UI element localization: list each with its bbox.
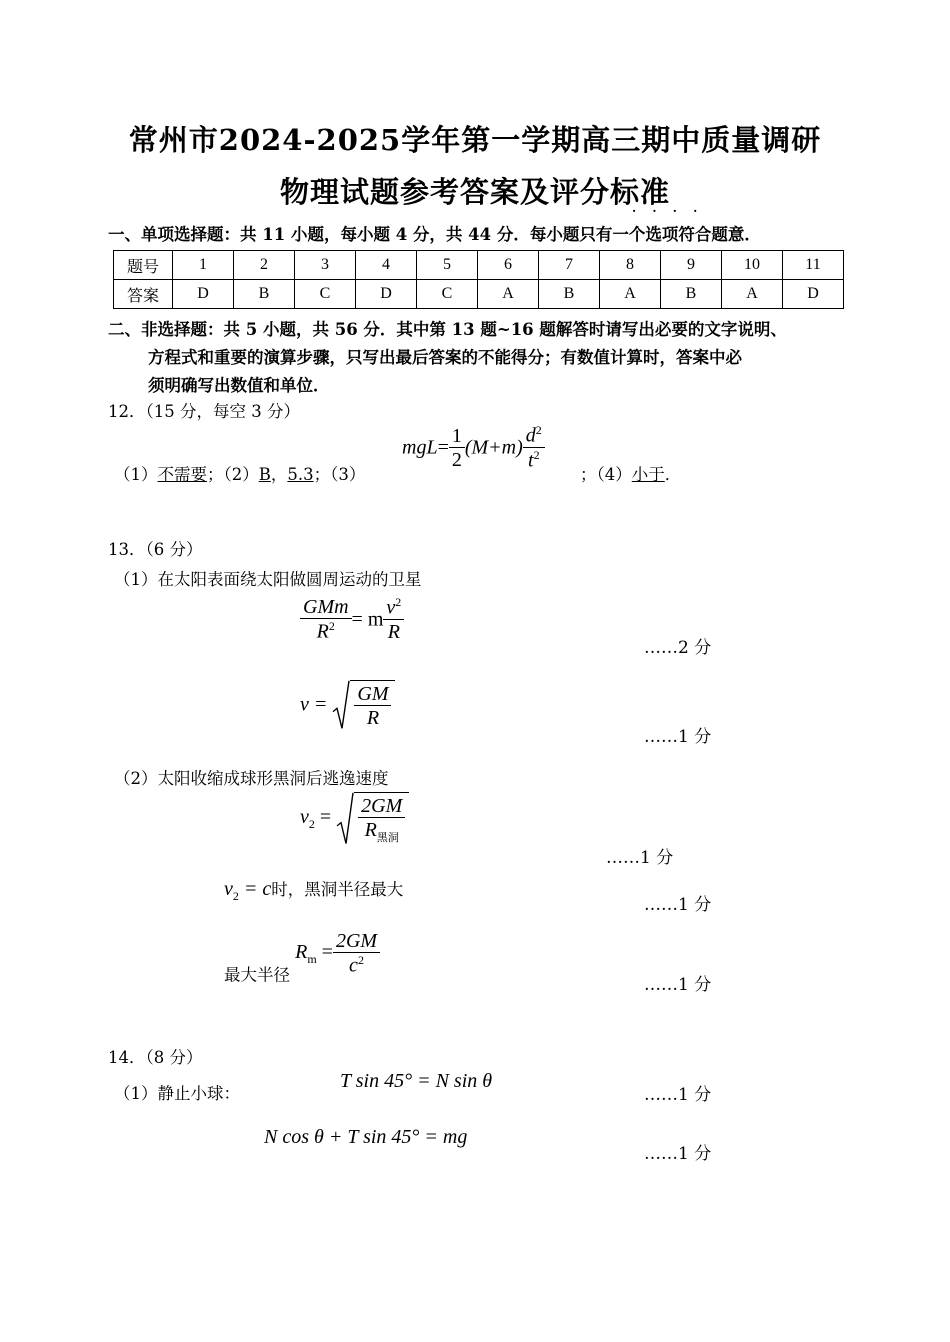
q14-eq1: T sin 45° = N sin θ — [340, 1070, 493, 1092]
q12-formula-lhs: mgL — [402, 436, 438, 459]
eq-mid: = m — [351, 608, 384, 631]
number-cell: 10 — [722, 251, 783, 280]
q12-p1: （1） — [114, 465, 158, 484]
frac-denominator: $t^2$ — [528, 447, 540, 472]
q14-label: 14．（8 分） — [108, 1048, 203, 1067]
number-cell: 4 — [356, 251, 417, 280]
q13-score2: ……1 分 — [644, 727, 712, 747]
q12-comma: ， — [270, 465, 288, 484]
q13-eq5 — [224, 930, 380, 985]
answer-cell: B — [539, 280, 600, 309]
frac-2gm-c2: $\frac{2GM}{c^2}$ — [333, 930, 380, 978]
eq-lhs: $v_2$ = — [300, 805, 332, 831]
q13-eq3 — [300, 792, 409, 845]
frac-numerator: 1 — [449, 425, 465, 448]
emphasis-dots: · · · · — [632, 204, 704, 218]
q12-formula — [402, 424, 545, 472]
q14-part1: （1）静止小球： — [114, 1084, 240, 1103]
frac-v2r: $\frac{v^2}{R}$ — [383, 596, 404, 644]
q12-end: ． — [664, 465, 682, 484]
page-subtitle: 物理试题参考答案及评分标准 — [279, 175, 670, 209]
answer-cell: A — [478, 280, 539, 309]
eq-lhs: v = — [300, 693, 328, 716]
q12-answer-1: 不需要 — [157, 465, 207, 484]
q13-label: 13．（6 分） — [108, 540, 203, 559]
q12-formula-half — [449, 425, 465, 472]
q12-sep2: ；（3） — [313, 465, 366, 484]
number-cell: 7 — [539, 251, 600, 280]
number-cell: 9 — [661, 251, 722, 280]
row-label-answer: 答案 — [114, 280, 173, 309]
section2-heading-line2: 方程式和重要的演算步骤，只写出最后答案的不能得分；有数值计算时，答案中必 — [148, 348, 742, 367]
answer-cell: B — [661, 280, 722, 309]
q12-formula-eq: = — [437, 436, 449, 459]
frac-gmm: $\frac{\text{GMm}}{R^2}$ — [300, 596, 352, 644]
q13-score1: ……2 分 — [644, 638, 712, 658]
q14-score1: ……1 分 — [644, 1085, 712, 1105]
q12-answer-2a: B — [258, 465, 271, 484]
q13-eq1 — [300, 596, 404, 644]
q12-sep3: ；（4） — [580, 465, 632, 484]
eq-rm: $R_m$ = — [295, 940, 333, 966]
number-cell: 5 — [417, 251, 478, 280]
radical-sign — [332, 680, 350, 730]
answer-cell: C — [417, 280, 478, 309]
section2-heading-line3: 须明确写出数值和单位． — [148, 376, 330, 395]
table-row-answers — [114, 280, 844, 309]
q13-eq2 — [300, 680, 395, 730]
q13-score4: ……1 分 — [644, 895, 712, 915]
q13-part1: （1）在太阳表面绕太阳做圆周运动的卫星 — [114, 570, 422, 589]
answer-cell: A — [600, 280, 661, 309]
q12-sep1: ；（2） — [207, 465, 259, 484]
q12-label: 12．（15 分，每空 3 分） — [108, 402, 300, 421]
q12-formula-paren: (M+m) — [464, 436, 523, 459]
sqrt-gm-r: $\frac{GM}{R}$ — [332, 680, 395, 730]
table-row-numbers — [114, 251, 844, 280]
q14-score2: ……1 分 — [644, 1144, 712, 1164]
answer-cell: D — [783, 280, 844, 309]
eq4-text: 时，黑洞半径最大 — [271, 880, 404, 899]
q13-score3: ……1 分 — [606, 848, 674, 868]
section1-heading: 一、单项选择题：共 11 小题，每小题 4 分，共 44 分．每小题只有一个选项符合题意． — [108, 225, 761, 244]
answer-cell: A — [722, 280, 783, 309]
eq-v2c: $v_2 = c$ — [224, 878, 272, 903]
answer-cell: C — [295, 280, 356, 309]
sqrt-2gm-r: $\frac{2GM}{R_{黑洞}}$ — [336, 792, 409, 845]
q12-answers-b — [580, 461, 681, 485]
frac-numerator: $d^2$ — [523, 424, 545, 448]
answer-cell: D — [356, 280, 417, 309]
q14-eq2: N cos θ + T sin 45° = mg — [264, 1126, 468, 1148]
number-cell: 3 — [295, 251, 356, 280]
number-cell: 8 — [600, 251, 661, 280]
q12-answers-a — [114, 461, 365, 485]
q13-eq4 — [224, 876, 403, 904]
frac-denominator: 2 — [451, 448, 462, 471]
q12-answer-2b: 5.3 — [287, 465, 314, 484]
number-cell: 1 — [173, 251, 234, 280]
answer-table — [113, 250, 844, 309]
q12-formula-dt — [523, 424, 545, 472]
section2-heading-line1: 二、非选择题：共 5 小题，共 56 分．其中第 13 题~16 题解答时请写出必要的文字说明、 — [108, 320, 787, 339]
number-cell: 2 — [234, 251, 295, 280]
q12-answer-4: 小于 — [631, 465, 665, 484]
q13-score5: ……1 分 — [644, 975, 712, 995]
number-cell: 11 — [783, 251, 844, 280]
q13-part2: （2）太阳收缩成球形黑洞后逃逸速度 — [114, 769, 389, 788]
answer-cell: B — [234, 280, 295, 309]
answer-cell: D — [173, 280, 234, 309]
row-label-number: 题号 — [114, 251, 173, 280]
eq5-prefix: 最大半径 — [224, 965, 290, 985]
page-title: 常州市2024-2025学年第一学期高三期中质量调研 — [128, 123, 822, 157]
number-cell: 6 — [478, 251, 539, 280]
radical-sign — [336, 792, 354, 845]
